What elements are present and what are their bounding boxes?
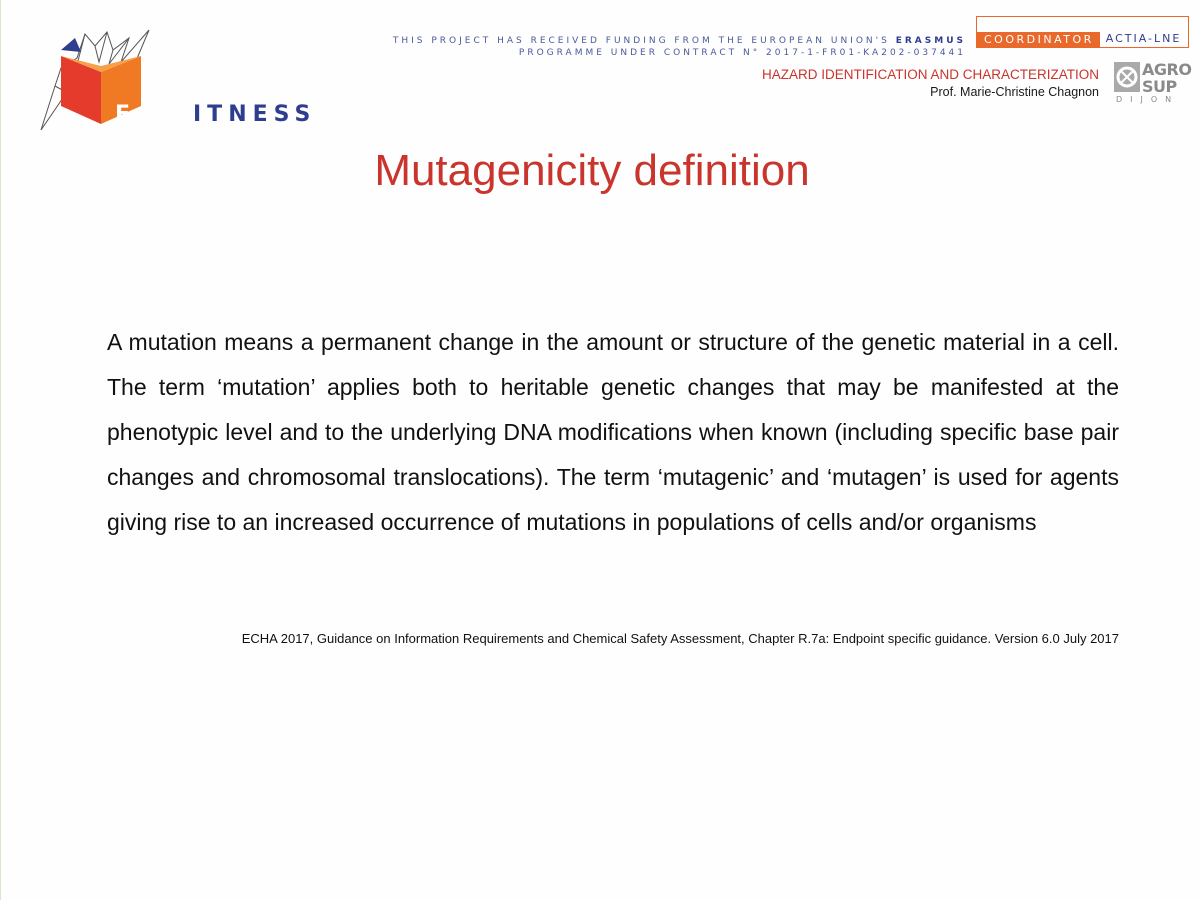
funding-notice <box>393 35 966 59</box>
course-title: HAZARD IDENTIFICATION AND CHARACTERIZATION <box>761 67 1099 82</box>
agrosup-line-1: AGRO <box>1142 60 1192 79</box>
logo-wordmark: ITNESS <box>193 102 317 127</box>
fitness-logo <box>37 28 317 134</box>
source-reference: ECHA 2017, Guidance on Information Requirements and Chemical Safety Assessment, Chapter R.7a: Endpoint specific guidance. Version 6.0 July 2017 <box>241 631 1119 646</box>
agrosup-city: DIJON <box>1116 95 1180 104</box>
agrosup-emblem-icon <box>1113 61 1141 93</box>
logo-initial: F <box>115 102 131 127</box>
agrosup-line-2: SUP <box>1142 77 1177 96</box>
agrosup-logo <box>1113 60 1192 105</box>
funding-line-1-text: THIS PROJECT HAS RECEIVED FUNDING FROM THE EUROPEAN UNION'S <box>392 36 890 46</box>
funding-program-name: ERASMUS <box>895 36 966 46</box>
definition-paragraph: A mutation means a permanent change in the amount or structure of the genetic material in a cell. The term ‘mutation’ applies both to heritable genetic changes that may be manifested at the phenotypic level and to the underlying DNA modifications when known (including specific base pair changes and chromosomal translocations). The term ‘mutagenic’ and ‘mutagen’ is used for agents giving rise to an increased occurrence of mutations in populations of cells and/or organisms <box>107 329 1119 535</box>
funding-line-1 <box>393 35 966 47</box>
coordinator-name: ACTIA-LNE <box>1105 32 1182 45</box>
agrosup-wordmark <box>1142 61 1191 95</box>
author-name: Prof. Marie-Christine Chagnon <box>930 85 1099 99</box>
funding-line-2: PROGRAMME UNDER CONTRACT N° 2017-1-FR01-KA202-037441 <box>518 48 966 58</box>
coordinator-label: COORDINATOR <box>976 32 1100 48</box>
slide-title: Mutagenicity definition <box>374 146 810 195</box>
coordinator-box <box>976 16 1189 48</box>
